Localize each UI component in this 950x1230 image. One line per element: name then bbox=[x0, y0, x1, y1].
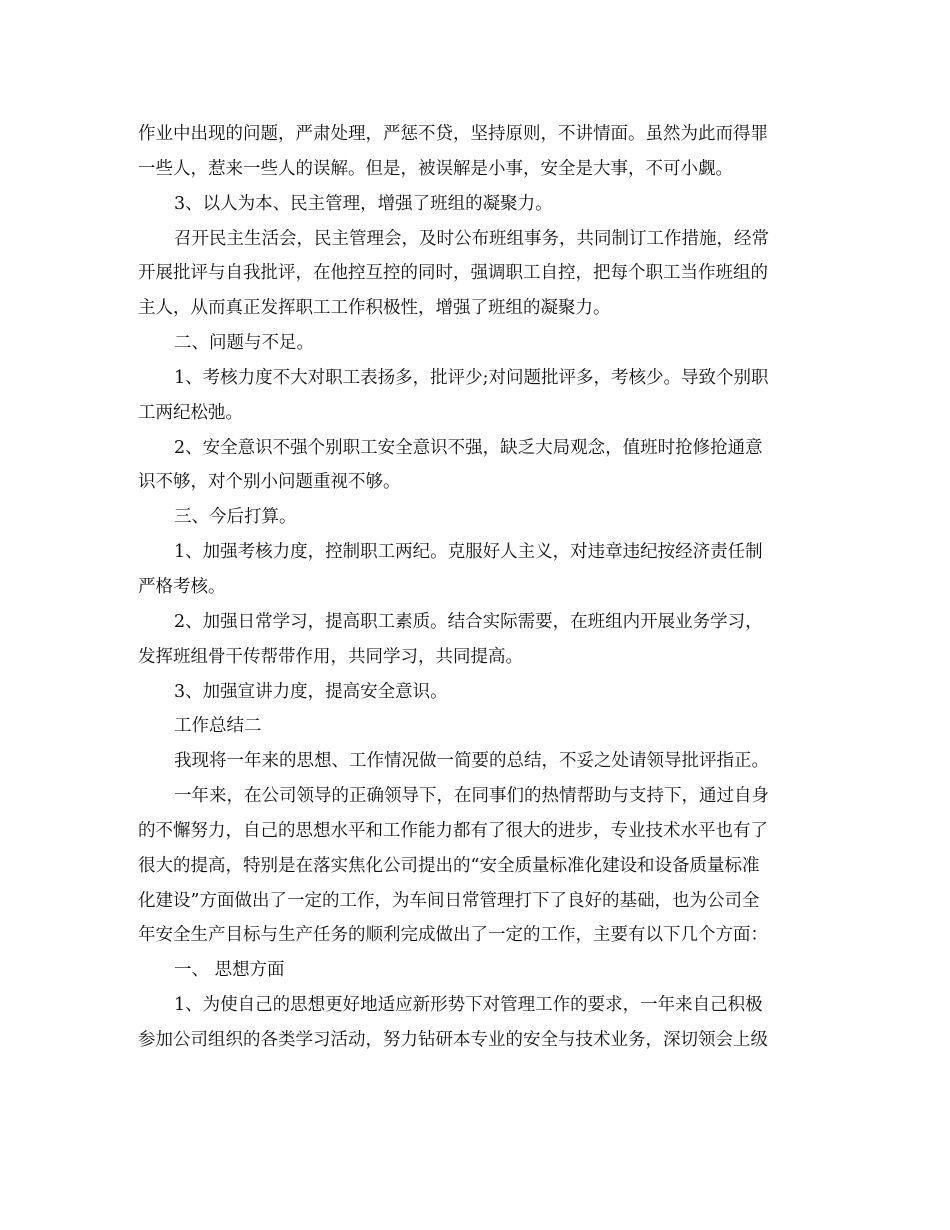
text-line: 开展批评与自我批评，在他控互控的同时，强调职工自控，把每个职工当作班组的 bbox=[138, 263, 768, 284]
text-line: 化建设”方面做出了一定的工作，为车间日常管理打下了良好的基础，也为公司全 bbox=[138, 890, 760, 911]
text-line: 一、 思想方面 bbox=[174, 960, 285, 981]
text-line: 一些人，惹来一些人的误解。但是，被误解是小事，安全是大事，不可小觑。 bbox=[138, 158, 733, 179]
text-line: 参加公司组织的各类学习活动，努力钻研本专业的安全与技术业务，深切领会上级 bbox=[138, 1029, 768, 1050]
text-line: 很大的提高，特别是在落实焦化公司提出的“安全质量标准化建设和设备质量标准 bbox=[138, 855, 760, 876]
text-line: 的不懈努力，自己的思想水平和工作能力都有了很大的进步，专业技术水平也有了 bbox=[138, 820, 768, 841]
text-line: 三、今后打算。 bbox=[174, 507, 297, 528]
text-line: 主人，从而真正发挥职工工作积极性，增强了班组的凝聚力。 bbox=[138, 298, 611, 319]
text-line: 一年来，在公司领导的正确领导下，在同事们的热情帮助与支持下，通过自身 bbox=[174, 786, 769, 807]
text-line: 年安全生产目标与生产任务的顺利完成做出了一定的工作，主要有以下几个方面： bbox=[138, 925, 768, 946]
text-line: 工作总结二 bbox=[174, 716, 262, 737]
document-body bbox=[138, 117, 818, 1058]
text-line: 工两纪松弛。 bbox=[138, 402, 243, 423]
text-line: 1、考核力度不大对职工表扬多，批评少;对问题批评多，考核少。导致个别职 bbox=[174, 367, 769, 388]
text-line: 召开民主生活会，民主管理会，及时公布班组事务，共同制订工作措施，经常 bbox=[174, 228, 769, 249]
text-line: 2、加强日常学习，提高职工素质。结合实际需要，在班组内开展业务学习， bbox=[174, 611, 763, 632]
text-line: 二、问题与不足。 bbox=[174, 333, 314, 354]
text-line: 作业中出现的问题，严肃处理，严惩不贷，坚持原则，不讲情面。虽然为此而得罪 bbox=[138, 124, 768, 144]
text-line: 1、为使自己的思想更好地适应新形势下对管理工作的要求，一年来自己积极 bbox=[174, 995, 763, 1016]
text-line: 2、安全意识不强个别职工安全意识不强，缺乏大局观念，值班时抢修抢通意 bbox=[174, 437, 763, 458]
text-line: 识不够，对个别小问题重视不够。 bbox=[138, 472, 401, 493]
text-line: 3、以人为本、民主管理，增强了班组的凝聚力。 bbox=[174, 193, 553, 214]
text-line: 严格考核。 bbox=[138, 576, 226, 597]
text-line: 1、加强考核力度，控制职工两纪。克服好人主义，对违章违纪按经济责任制 bbox=[174, 542, 763, 563]
text-line: 3、加强宣讲力度，提高安全意识。 bbox=[174, 681, 448, 702]
text-line: 发挥班组骨干传帮带作用，共同学习，共同提高。 bbox=[138, 646, 523, 667]
text-line: 我现将一年来的思想、工作情况做一简要的总结，不妥之处请领导批评指正。 bbox=[174, 751, 769, 772]
